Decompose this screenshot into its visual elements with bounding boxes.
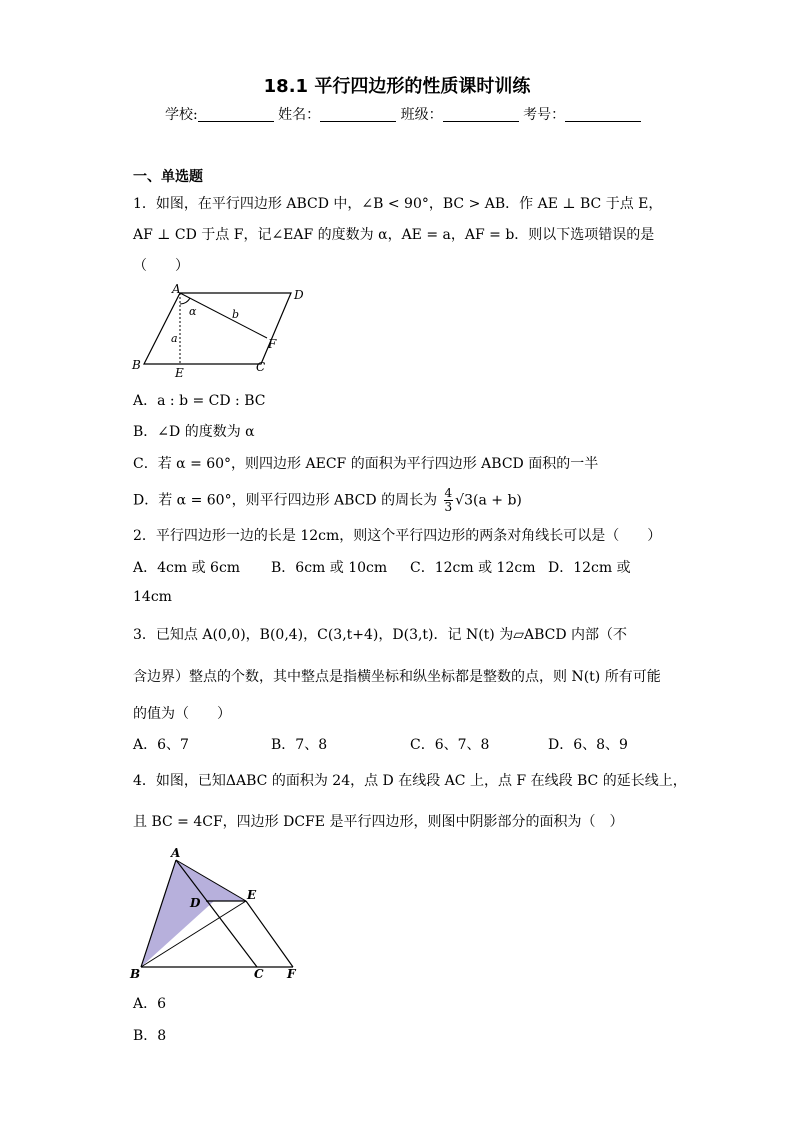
shaded-region [141, 860, 246, 967]
q4-option-a[interactable]: A．6 [133, 996, 167, 1012]
q1-option-d-text: D．若 α = 60°，则平行四边形 ABCD 的周长为 [133, 492, 438, 509]
side-ef [246, 901, 293, 967]
q2-option-c[interactable]: C．12cm 或 12cm [410, 560, 536, 576]
fraction-numerator: 4 [444, 486, 453, 500]
q2-option-d[interactable]: D．12cm 或 [548, 560, 631, 576]
q3-option-d[interactable]: D．6、8、9 [548, 737, 628, 753]
q3-option-c[interactable]: C．6、7、8 [410, 737, 490, 753]
q1-stem-line1: 1．如图，在平行四边形 ABCD 中，∠B < 90°，BC > AB．作 AE ⊥ BC 于点 E， [133, 196, 663, 212]
fig1-label-b: B [132, 358, 141, 372]
q2-option-b[interactable]: B．6cm 或 10cm [271, 560, 388, 576]
name-blank[interactable] [320, 107, 396, 122]
q3-option-b[interactable]: B．7、8 [271, 737, 328, 753]
q4-stem-line1: 4．如图，已知ΔABC 的面积为 24，点 D 在线段 AC 上，点 F 在线段 BC 的延长线上， [133, 773, 687, 789]
q1-option-d[interactable] [133, 487, 522, 514]
angle-alpha-arc [180, 298, 190, 304]
fraction-four-thirds [444, 487, 454, 514]
number-blank[interactable] [565, 107, 641, 122]
number-label: 考号： [523, 107, 566, 123]
fig4-label-f: F [287, 967, 296, 981]
fig1-label-c: C [256, 360, 266, 374]
fig1-label-f: F [268, 337, 277, 351]
fig1-label-e: E [175, 366, 184, 380]
q1-option-b[interactable]: B．∠D 的度数为 α [133, 424, 255, 440]
student-info-line [165, 104, 641, 124]
fig4-label-b: B [130, 967, 141, 981]
class-blank[interactable] [443, 107, 519, 122]
parallelogram-abcd [144, 293, 291, 364]
name-label: 姓名： [278, 107, 321, 123]
page-title: 18.1 平行四边形的性质课时训练 [263, 76, 531, 97]
class-label: 班级： [400, 107, 443, 123]
fraction-denominator: 3 [444, 500, 453, 514]
fig4-label-d: D [190, 896, 201, 910]
fig4-label-a: A [171, 846, 181, 860]
fig1-label-a: A [172, 282, 181, 296]
q3-stem-line2: 含边界）整点的个数，其中整点是指横坐标和纵坐标都是整数的点，则 N(t) 所有可能 [133, 669, 661, 685]
q1-stem-line2: AF ⊥ CD 于点 F，记∠EAF 的度数为 α，AE = a，AF = b．则以下选项错误的是 [133, 227, 655, 243]
q4-triangle-figure [128, 843, 308, 983]
q4-option-b[interactable]: B．8 [133, 1028, 167, 1044]
q1-option-c[interactable]: C．若 α = 60°，则四边形 AECF 的面积为平行四边形 ABCD 面积的一半 [133, 456, 599, 472]
q2-stem: 2．平行四边形一边的长是 12cm，则这个平行四边形的两条对角线长可以是（ ） [133, 528, 662, 544]
q3-stem-line3: 的值为（ ） [133, 706, 231, 722]
q1-option-a[interactable]: A．a : b = CD : BC [133, 393, 266, 409]
q4-stem-line2: 且 BC = 4CF，四边形 DCFE 是平行四边形，则图中阴影部分的面积为（ ） [133, 814, 624, 830]
q1-stem-line3: （ ） [133, 258, 189, 274]
fig1-label-b-length: b [232, 308, 240, 321]
fig4-label-e: E [247, 888, 257, 902]
fig1-label-d: D [294, 288, 304, 302]
school-label: 学校: [165, 107, 198, 123]
q3-option-a[interactable]: A．6、7 [133, 737, 189, 753]
fig1-label-a-length: a [171, 332, 178, 345]
q2-option-a[interactable]: A．4cm 或 6cm [133, 560, 241, 576]
fig1-label-alpha: α [189, 305, 197, 318]
q1-parallelogram-figure [128, 280, 328, 380]
school-blank[interactable] [198, 107, 274, 122]
q1-option-d-expression: √3(a + b) [455, 492, 522, 509]
q2-option-d-continued: 14cm [133, 589, 172, 605]
section-heading: 一、单选题 [133, 169, 203, 185]
q3-stem-line1: 3．已知点 A(0,0)，B(0,4)，C(3,t+4)，D(3,t)．记 N(t) 为▱ABCD 内部（不 [133, 627, 628, 643]
fig4-label-c: C [254, 967, 264, 981]
